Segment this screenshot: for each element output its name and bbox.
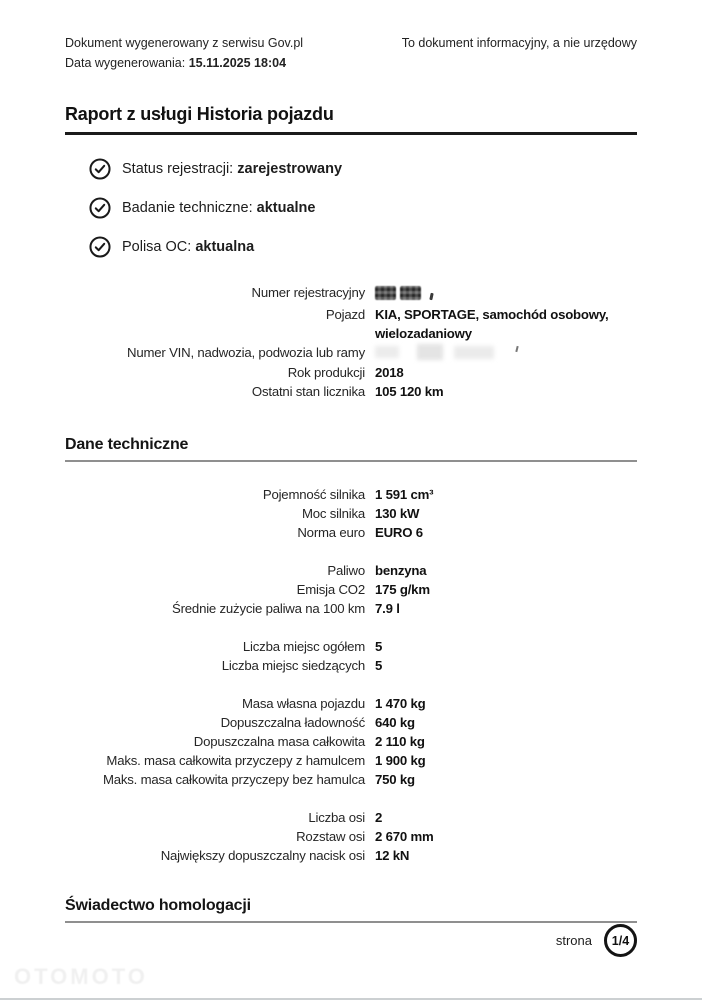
check-circle-icon xyxy=(89,158,111,180)
row-value: 5 xyxy=(375,639,383,654)
redaction-block-light xyxy=(375,343,518,362)
tech-group-axles xyxy=(65,808,637,865)
generation-date-label: Data wygenerowania: xyxy=(65,56,186,70)
row-label: Największy dopuszczalny nacisk osi xyxy=(160,848,365,863)
check-circle-icon xyxy=(89,236,111,258)
row-label: Paliwo xyxy=(327,563,365,578)
row-label: Liczba miejsc ogółem xyxy=(242,639,365,654)
status-item-badanie xyxy=(89,197,637,219)
row-value: 175 g/km xyxy=(375,582,430,597)
row-label: Ostatni stan licznika xyxy=(251,384,365,399)
row-label: Norma euro xyxy=(297,525,365,540)
row-value: 5 xyxy=(375,658,383,673)
row-value: 2 110 kg xyxy=(375,734,425,749)
tech-group-fuel xyxy=(65,561,637,618)
row-value: 640 kg xyxy=(375,715,415,730)
status-item-text xyxy=(122,161,342,177)
row-label: Masa własna pojazdu xyxy=(241,696,365,711)
status-item-rejestracja xyxy=(89,158,637,180)
page-title: Raport z usługi Historia pojazdu xyxy=(65,104,637,135)
row-label: Emisja CO2 xyxy=(296,582,365,597)
row-value: KIA, SPORTAGE, samochód osobowy, wielozadaniowy xyxy=(375,306,609,341)
row-value: 7.9 l xyxy=(375,601,400,616)
status-item-polisa xyxy=(89,236,637,258)
status-label: Badanie techniczne: xyxy=(122,200,253,216)
status-value: zarejestrowany xyxy=(237,161,343,177)
vehicle-info-grid xyxy=(65,283,637,401)
status-item-text xyxy=(122,239,254,255)
row-label: Maks. masa całkowita przyczepy bez hamulca xyxy=(102,772,365,787)
row-value: benzyna xyxy=(375,563,427,578)
row-label: Pojazd xyxy=(325,306,365,322)
row-label: Rok produkcji xyxy=(287,365,365,380)
generated-from-line: Dokument wygenerowany z serwisu Gov.pl xyxy=(65,36,304,50)
status-value: aktualna xyxy=(195,239,255,255)
tech-group-mass xyxy=(65,694,637,789)
check-circle-icon xyxy=(89,197,111,219)
page-number-label: strona xyxy=(555,933,592,948)
status-label: Status rejestracji: xyxy=(122,161,234,177)
row-value: 12 kN xyxy=(375,848,410,863)
row-label: Liczba osi xyxy=(308,810,365,825)
watermark: OTOMOTO xyxy=(14,964,148,989)
generation-date-line xyxy=(65,53,303,73)
row-label: Numer VIN, nadwozia, podwozia lub ramy xyxy=(127,344,365,360)
row-value: 2 670 mm xyxy=(375,829,434,844)
page-footer xyxy=(65,924,637,957)
status-list xyxy=(65,158,637,258)
header-info-note: To dokument informacyjny, a nie urzędowy xyxy=(401,36,637,50)
status-item-text xyxy=(122,200,315,216)
redaction-block-dark xyxy=(375,283,433,302)
section-heading-dane-techniczne: Dane techniczne xyxy=(65,436,637,462)
header-left xyxy=(65,33,303,73)
row-value: EURO 6 xyxy=(375,525,423,540)
tech-group-seats xyxy=(65,637,637,675)
status-label: Polisa OC: xyxy=(122,239,192,255)
row-label: Dopuszczalna ładowność xyxy=(220,715,365,730)
row-value: 750 kg xyxy=(375,772,415,787)
row-label: Liczba miejsc siedzących xyxy=(221,658,365,673)
row-label: Maks. masa całkowita przyczepy z hamulcem xyxy=(106,753,365,768)
row-label: Pojemność silnika xyxy=(262,487,365,502)
section-heading-homologacja: Świadectwo homologacji xyxy=(65,897,637,923)
row-value: 130 kW xyxy=(375,506,420,521)
row-label: Średnie zużycie paliwa na 100 km xyxy=(172,601,365,616)
row-value: 1 591 cm³ xyxy=(375,487,434,502)
row-label: Numer rejestracyjny xyxy=(251,285,365,300)
status-value: aktualne xyxy=(256,200,316,216)
page-number-badge: 1/4 xyxy=(604,924,637,957)
row-value: 1 470 kg xyxy=(375,696,426,711)
row-value: 2018 xyxy=(375,365,404,380)
row-label: Rozstaw osi xyxy=(296,829,365,844)
tech-group-engine xyxy=(65,485,637,542)
document-header xyxy=(65,0,637,73)
row-value: 2 xyxy=(375,810,383,825)
row-value: 105 120 km xyxy=(375,384,444,399)
row-value: 1 900 kg xyxy=(375,753,426,768)
row-label: Moc silnika xyxy=(301,506,365,521)
vin-number-redacted xyxy=(375,343,637,364)
row-label: Dopuszczalna masa całkowita xyxy=(193,734,365,749)
generation-date-value: 15.11.2025 18:04 xyxy=(188,56,287,70)
registration-number-redacted xyxy=(375,283,637,305)
